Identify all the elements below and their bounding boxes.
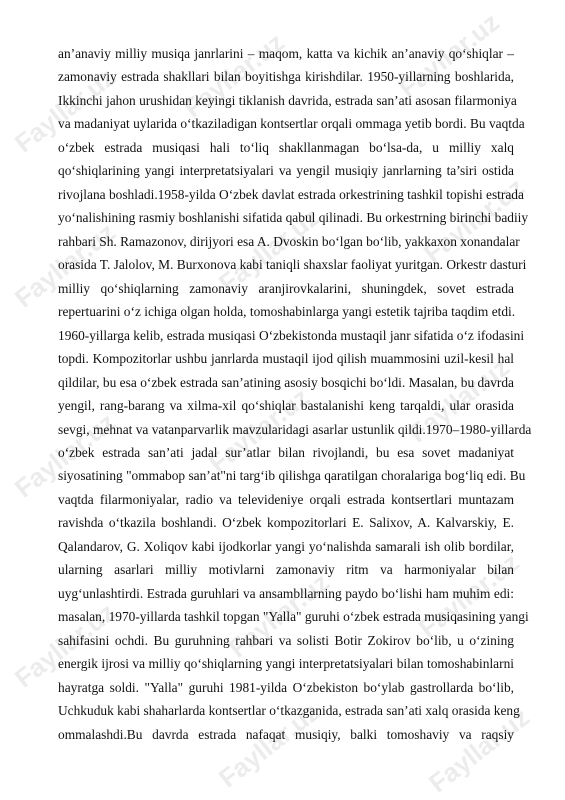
text-line: ravishda o‘tkazila boshlandi. O‘zbek kompozitorlari E. Salixov, A. Kalvarskiy, E.	[58, 515, 514, 531]
text-line: siyosatining "ommabop san’at"ni targ‘ib qilishga qaratilgan choralariga bog‘liq edi. Bu	[58, 468, 526, 484]
watermark: Fayllar.uz	[223, 566, 335, 664]
text-line: zamonaviy estrada shakllari bilan boyitishga kirishdilar. 1950-yillarning boshlarida,	[58, 69, 514, 85]
watermark: Fayllar.uz	[9, 596, 121, 694]
text-line: topdi. Kompozitorlar ushbu janrlarda mustaqil ijod qilish muammosini uzil-kesil hal	[58, 351, 514, 367]
text-line: yengil, rang-barang va xilma-xil qo‘shiqlar bastalanishi keng tarqaldi, ular orasida	[58, 398, 514, 414]
text-line: masalan, 1970-yillarda tashkil topgan "Yalla" guruhi o‘zbek estrada musiqasining yangi	[58, 609, 529, 625]
text-line: milliy qo‘shiqlarning zamonaviy aranjirovkalarini, shuningdek, sovet estrada	[58, 280, 514, 296]
text-line: 1960-yillarga kelib, estrada musiqasi O‘zbekistonda mustaqil janr sifatida o‘z ifodasini	[58, 327, 525, 343]
watermark: Fayllar.uz	[423, 701, 535, 799]
text-line: rivojlana boshladi.1958-yilda O‘zbek davlat estrada orkestrining tashkil topishi estrada	[58, 186, 524, 202]
text-line: sahifasini ochdi. Bu guruhning rahbari va solisti Botir Zokirov bo‘lib, u o‘zining	[58, 632, 514, 648]
text-line: an’anaviy milliy musiqa janrlarini – maqom, katta va kichik an’anaviy qo‘shiqlar –	[58, 46, 514, 61]
watermark: Fayllar.uz	[9, 216, 121, 314]
watermark: Fayllar.uz	[418, 171, 530, 269]
text-line: yo‘nalishining rasmiy boshlanishi sifatida qabul qilinadi. Bu orkestrning birinchi badiiy	[58, 210, 529, 226]
watermark: Fayllar.uz	[9, 61, 121, 159]
watermark: Fayllar.uz	[213, 201, 325, 299]
body-text	[58, 42, 532, 746]
text-line: qo‘shiqlarining yangi interpretatsiyalari va yengil musiqiy janrlarning ta’siri ostida	[58, 163, 514, 179]
text-line: o‘zbek estrada musiqasi hali to‘liq shakllanmagan bo‘lsa-da, u milliy xalq	[58, 139, 514, 155]
watermark: Fayllar.uz	[213, 696, 325, 794]
watermark: Fayllar.uz	[203, 381, 315, 479]
text-line: uyg‘unlashtirdi. Estrada guruhlari va ansambllarning paydo bo‘lishi ham muhim edi:	[58, 585, 514, 601]
text-line: energik ijrosi va milliy qo‘shiqlarning yangi interpretatsiyalari bilan tomoshabinlarni	[58, 656, 514, 672]
text-line: repertuarini o‘z ichiga olgan holda, tomoshabinlarga yangi estetik tajriba taqdim etdi.	[58, 304, 516, 320]
text-line: ommalashdi.Bu davrda estrada nafaqat musiqiy, balki tomoshaviy va raqsiy	[58, 726, 514, 742]
text-line: vaqtda filarmoniyalar, radio va televideniye orqali estrada kontsertlari muntazam	[58, 491, 514, 507]
text-line: rahbari Sh. Ramazonov, dirijyori esa A. Dvoskin bo‘lgan bo‘lib, yakkaxon xonandalar	[58, 233, 520, 249]
text-line: orasida T. Jalolov, M. Burxonova kabi taniqli shaxslar faoliyat yuritgan. Orkestr dasturi	[58, 257, 527, 273]
watermark: Fayllar.uz	[403, 351, 515, 449]
watermark: Fayllar.uz	[9, 406, 121, 504]
text-line: o‘zbek estrada san’ati jadal sur’atlar bilan rivojlandi, bu esa sovet madaniyat	[58, 444, 514, 460]
watermark: Fayllar.uz	[393, 6, 505, 104]
watermark: Fayllar.uz	[178, 26, 290, 124]
text-line: ularning asarlari milliy motivlarni zamonaviy ritm va harmoniyalar bilan	[58, 562, 514, 578]
watermark: Fayllar.uz	[413, 546, 525, 644]
text-line: Qalandarov, G. Xoliqov kabi ijodkorlar yangi yo‘nalishda samarali ish olib bordilar,	[58, 538, 514, 554]
text-line: qildilar, bu esa o‘zbek estrada san’atining asosiy bosqichi bo‘ldi. Masalan, bu davrda	[58, 374, 514, 390]
text-line: hayratga soldi. "Yalla" guruhi 1981-yilda O‘zbekiston bo‘ylab gastrollarda bo‘lib,	[58, 679, 514, 695]
text-line: va madaniyat uylarida o‘tkaziladigan kontsertlar orqali ommaga yetib bordi. Bu vaqtda	[58, 116, 525, 132]
text-line: sevgi, mehnat va vatanparvarlik mavzularidagi asarlar ustunlik qildi.1970–1980-yillarda	[58, 421, 532, 437]
text-line: Uchkuduk kabi shaharlarda kontsertlar o‘tkazganida, estrada san’ati xalq orasida keng	[58, 703, 520, 719]
text-line: Ikkinchi jahon urushidan keyingi tiklanish davrida, estrada san’ati asosan filarmoniya	[58, 92, 517, 108]
